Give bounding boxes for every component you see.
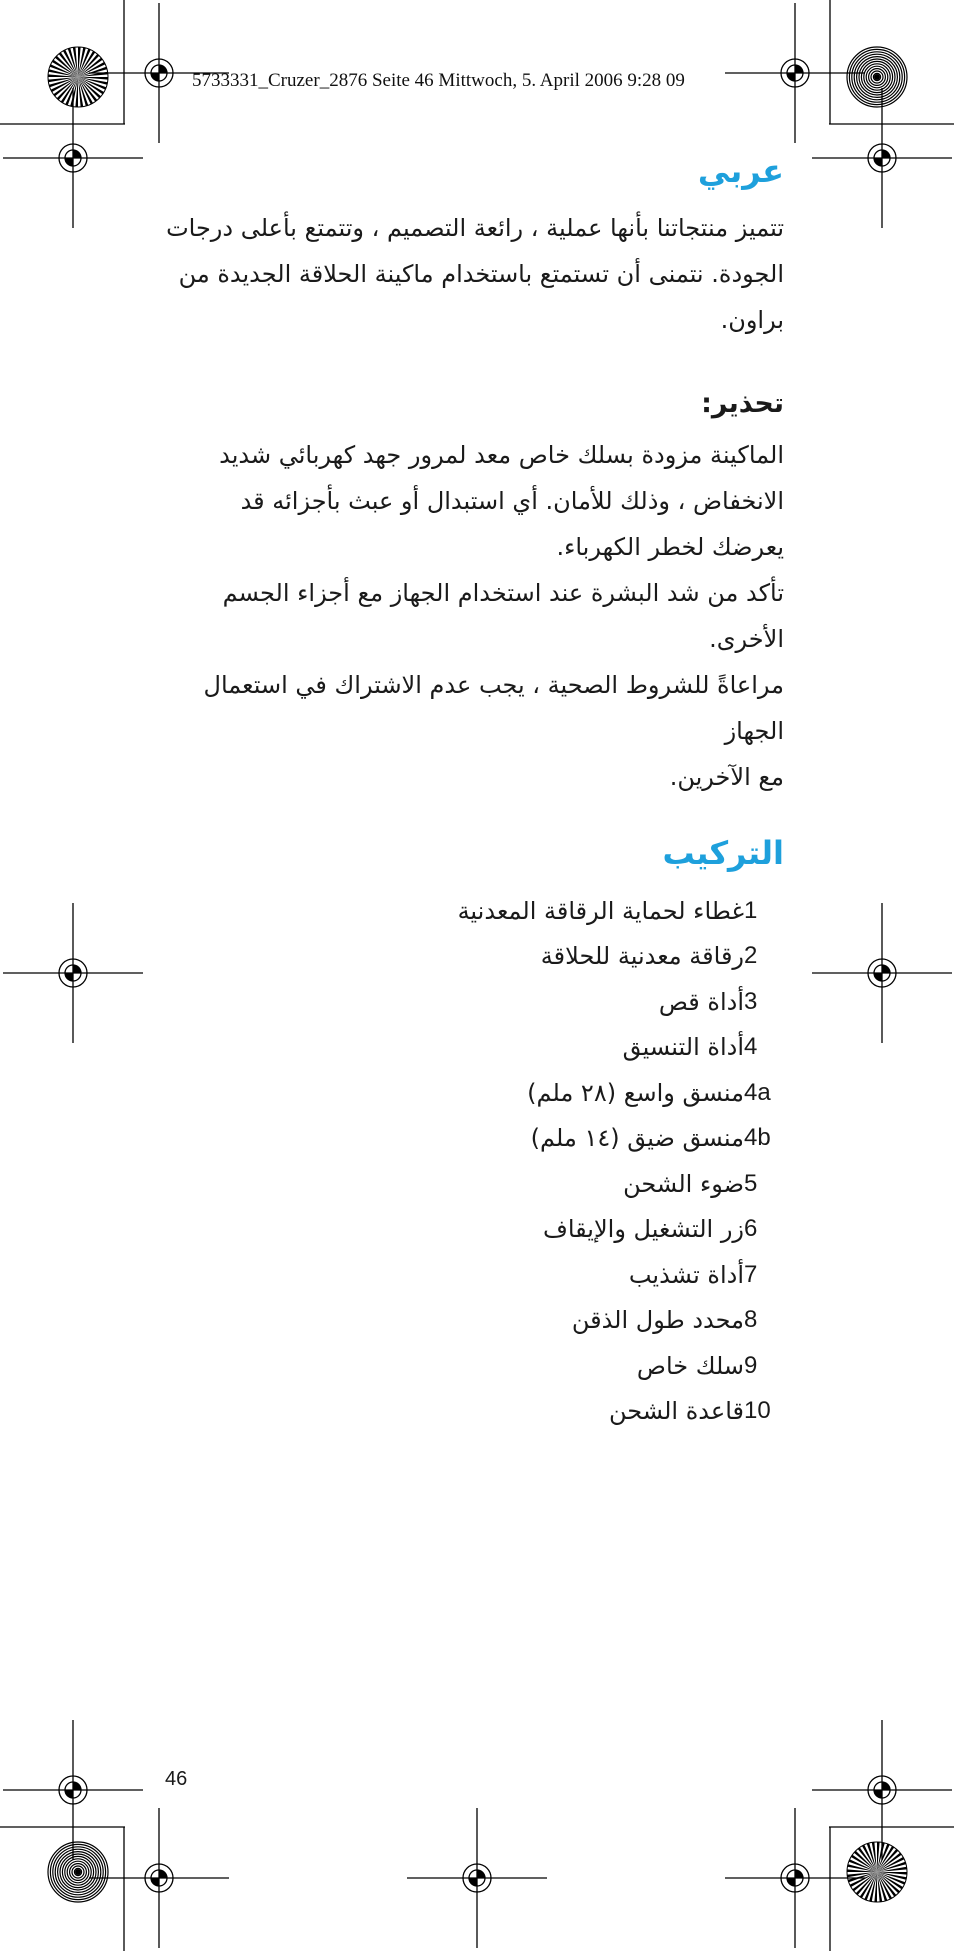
list-item [264, 1025, 784, 1071]
part-label: أداة قص [658, 987, 744, 1016]
registration-mark-icon [725, 3, 865, 143]
concentric-mark-icon [847, 47, 907, 107]
part-number: 2 [744, 942, 758, 970]
warning-line: تأكد من شد البشرة عند استخدام الجهاز مع أجزاء الجسم [222, 579, 784, 607]
part-label: منسق واسع (٢٨ ملم) [527, 1078, 744, 1107]
registration-mark-icon [725, 1808, 865, 1948]
part-label: منسق ضيق (١٤ ملم) [530, 1124, 744, 1153]
part-label: ضوء الشحن [623, 1169, 744, 1198]
part-label: سلك خاص [636, 1351, 744, 1380]
part-number: 6 [744, 1215, 758, 1243]
part-number: 8 [744, 1306, 758, 1334]
intro-line: الجودة. نتمنى أن تستمتع باستخدام ماكينة الحلاقة الجديدة من [178, 260, 784, 288]
warning-line: الأخرى. [709, 625, 784, 653]
language-title: عربي [697, 152, 784, 190]
list-item [264, 1343, 784, 1389]
list-item [264, 934, 784, 980]
registration-mark-icon [812, 903, 952, 1043]
registration-mark-icon [812, 1720, 952, 1860]
intro-line: براون. [720, 306, 784, 334]
parts-list [264, 888, 784, 1434]
warning-line: الماكينة مزودة بسلك خاص معد لمرور جهد كهربائي شديد [219, 441, 784, 469]
registration-mark-icon [407, 1808, 547, 1948]
part-number: 7 [744, 1260, 758, 1288]
list-item [264, 1207, 784, 1253]
list-item [264, 1070, 784, 1116]
list-item [264, 1389, 784, 1435]
part-number: 1 [744, 896, 758, 924]
warning-line: مع الآخرين. [669, 763, 784, 791]
starburst-mark-icon [48, 47, 108, 107]
part-number: 4b [744, 1124, 771, 1152]
warning-line: يعرضك لخطر الكهرباء. [556, 533, 784, 561]
registration-mark-icon [3, 1720, 143, 1860]
part-number: 4a [744, 1078, 771, 1106]
starburst-mark-icon [847, 1842, 907, 1902]
list-item [264, 1298, 784, 1344]
registration-mark-icon [812, 88, 952, 228]
warning-line: الانخفاض ، وذلك للأمان. أي استبدال أو عبث بأجزائه قد [240, 487, 784, 515]
intro-line: تتميز منتجاتنا بأنها عملية ، رائعة التصميم ، وتتمتع بأعلى درجات [166, 214, 784, 242]
list-item [264, 888, 784, 934]
part-label: محدد طول الذقن [571, 1306, 744, 1335]
list-item [264, 979, 784, 1025]
page-number: 46 [165, 1768, 188, 1790]
registration-mark-icon [3, 88, 143, 228]
part-label: رقاقة معدنية للحلاقة [540, 942, 744, 971]
registration-mark-icon [3, 903, 143, 1043]
list-item [264, 1252, 784, 1298]
warning-heading: تحذير: [701, 388, 784, 419]
list-item [264, 1116, 784, 1162]
part-number: 10 [744, 1397, 771, 1425]
part-number: 3 [744, 987, 758, 1015]
part-number: 9 [744, 1351, 758, 1379]
list-item [264, 1161, 784, 1207]
part-number: 4 [744, 1033, 758, 1061]
part-label: أداة تشذيب [628, 1260, 744, 1289]
intro-paragraph [144, 205, 784, 343]
assembly-heading: التركيب [662, 834, 784, 872]
print-header: 5733331_Cruzer_2876 Seite 46 Mittwoch, 5. April 2006 9:28 09 [192, 70, 685, 91]
part-label: زر التشغيل والإيقاف [542, 1215, 744, 1244]
part-label: قاعدة الشحن [608, 1397, 744, 1426]
part-label: غطاء لحماية الرقاقة المعدنية [457, 896, 744, 925]
registration-mark-icon [89, 1808, 229, 1948]
warning-line: مراعاةً للشروط الصحية ، يجب عدم الاشتراك في استعمال الجهاز [203, 671, 784, 745]
part-label: أداة التنسيق [622, 1033, 744, 1062]
part-number: 5 [744, 1169, 758, 1197]
concentric-mark-icon [48, 1842, 108, 1902]
warning-paragraph [144, 432, 784, 800]
